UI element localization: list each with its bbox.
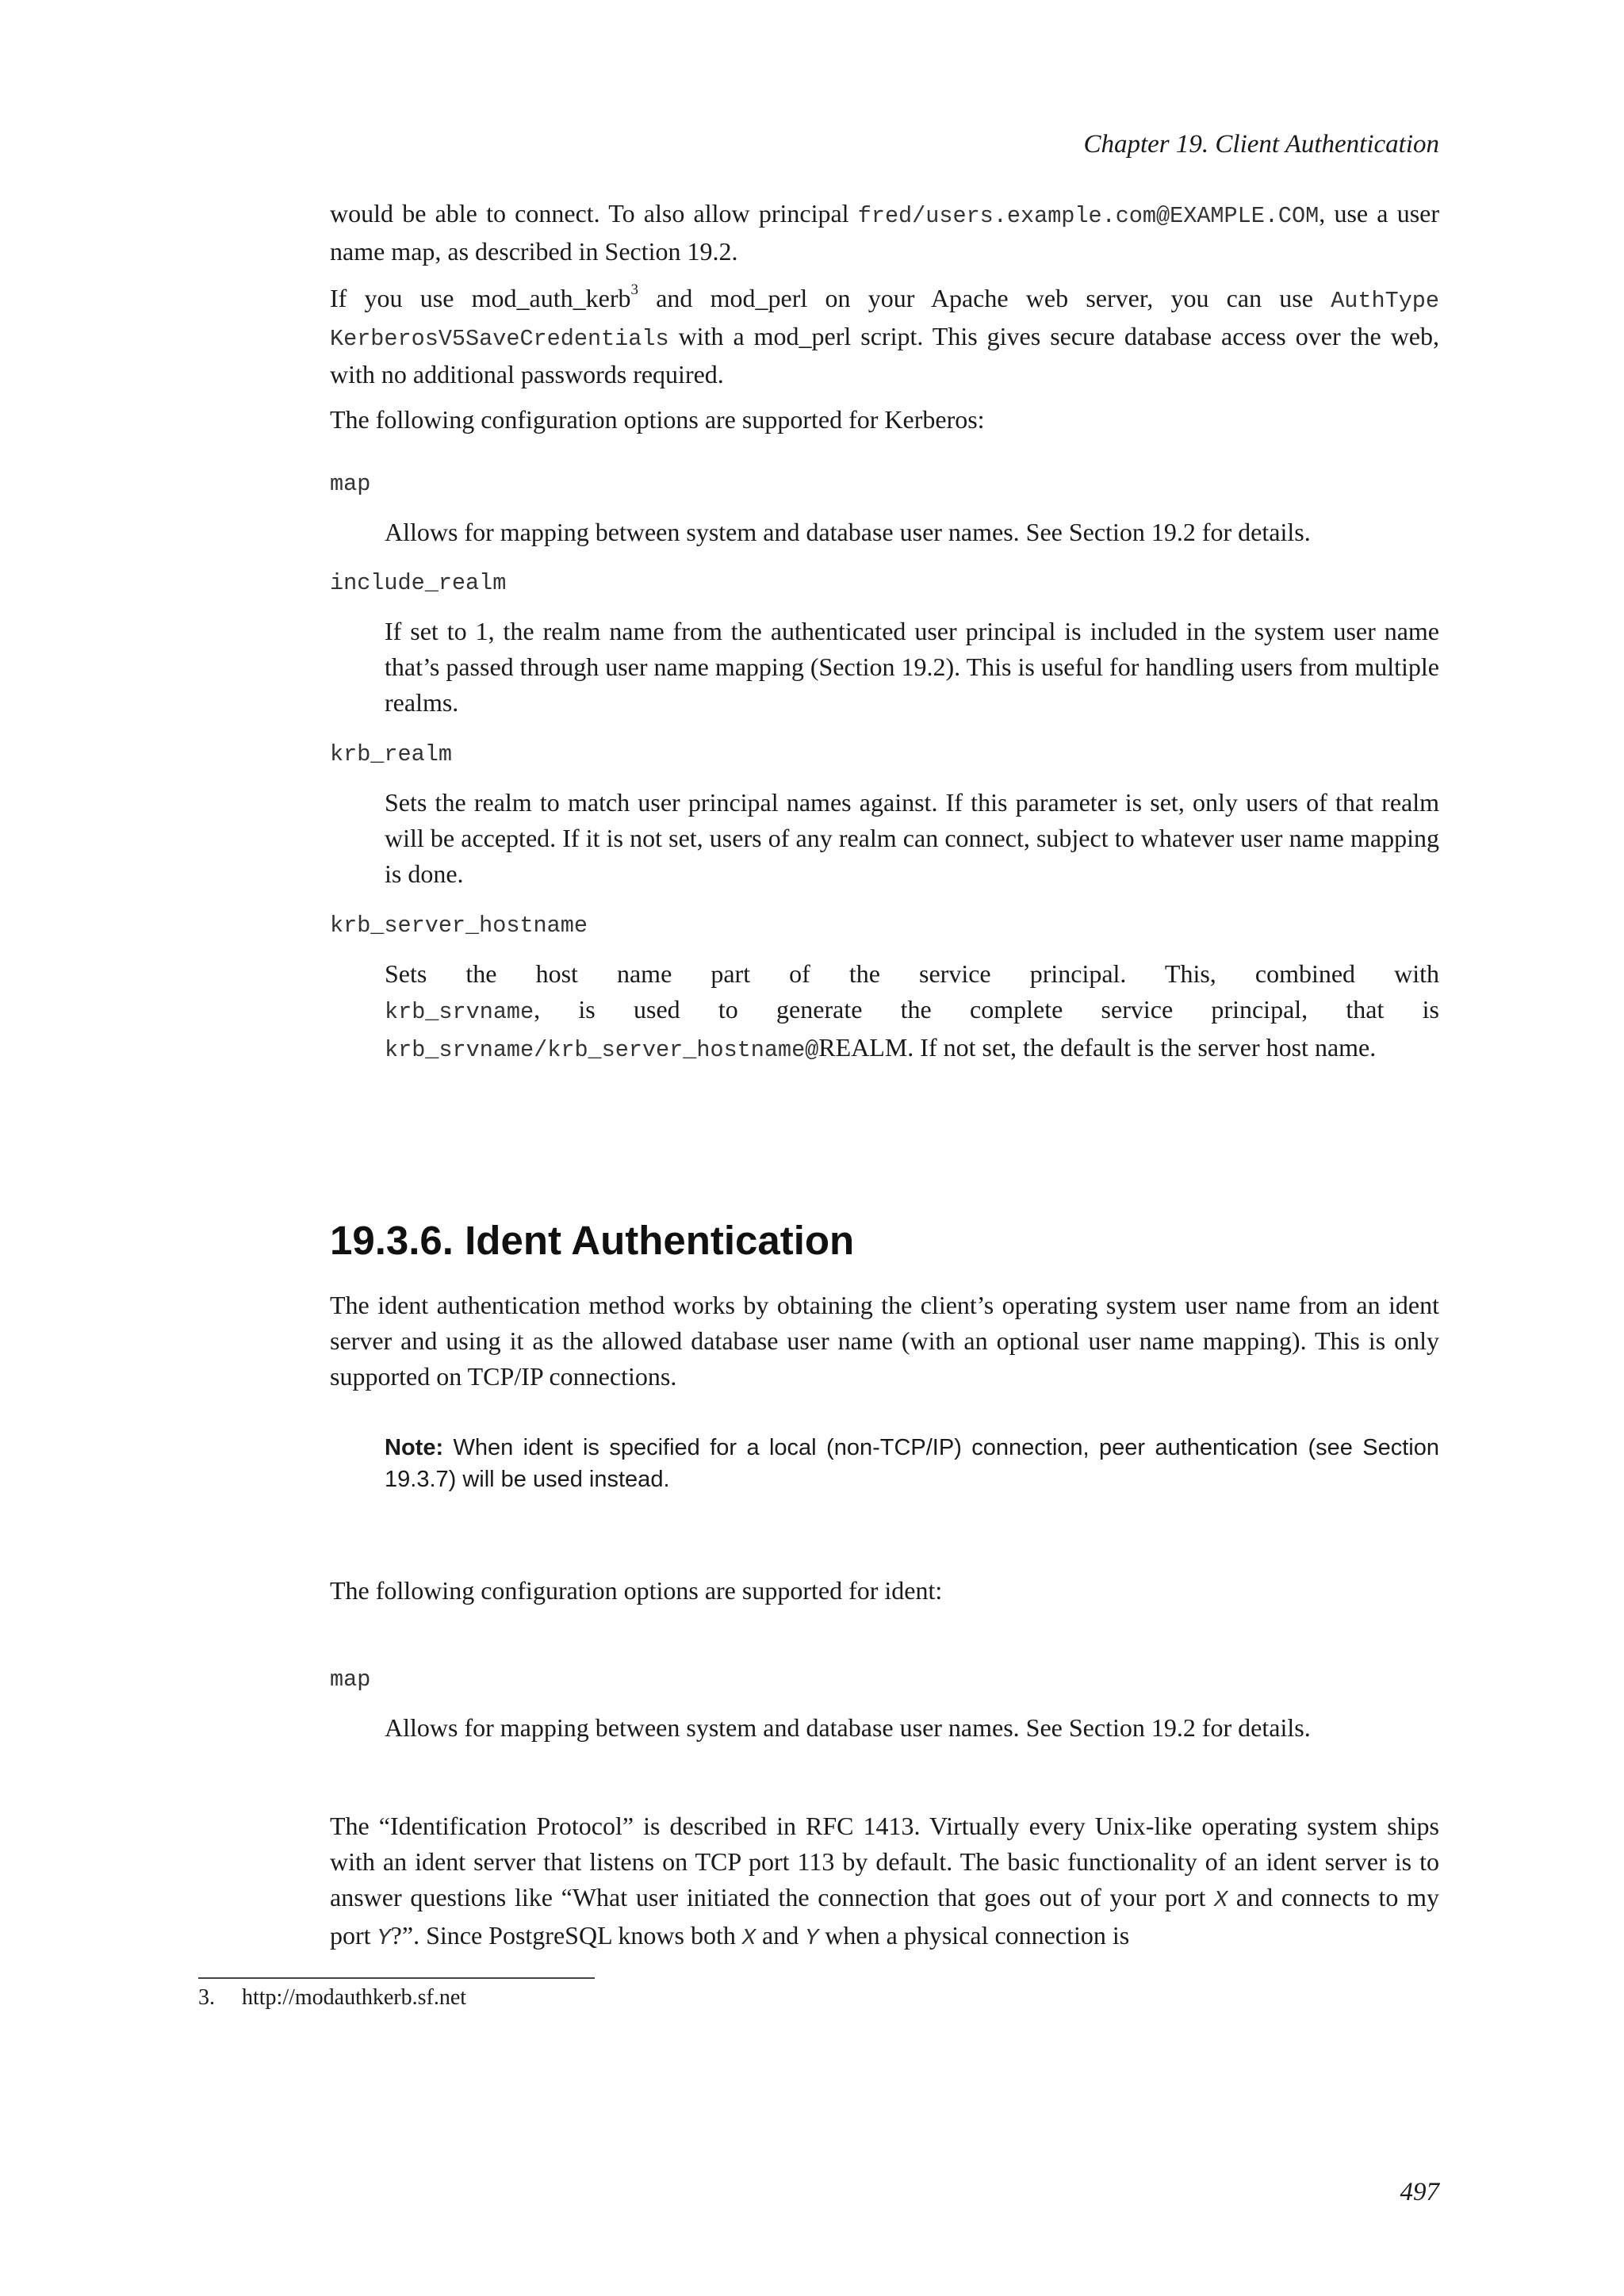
ident-paragraph-2: The following configuration options are supported for ident:: [330, 1576, 943, 1605]
inline-code-service-principal: krb_srvname/krb_server_hostname@: [385, 1037, 819, 1063]
text-run: with a mod_perl script. This gives secure database access over the web, with no additional passwords required.: [330, 322, 1439, 388]
var-x: X: [1214, 1887, 1228, 1913]
text-run: , use a user name map, as described in Section 19.2.: [330, 199, 1440, 266]
ident-paragraph-3: [330, 1808, 1439, 1956]
text-run: when a physical connection is: [818, 1921, 1130, 1950]
option-term-krb-server-hostname: krb_server_hostname: [330, 913, 588, 939]
text-run: The “Identification Protocol” is described in RFC 1413. Virtually every Unix-like operating system ships with an ident server that listens on TCP port 113 by default. The basic functionality of an ident server is to answer questions like “What user initiated the connection that goes out of your port: [330, 1812, 1439, 1911]
def-line: [385, 1030, 1439, 1068]
text-run: , is used to generate the complete service principal, that is: [534, 995, 1439, 1024]
option-def-krb-realm: Sets the realm to match user principal names against. If this parameter is set, only users of that realm will be accepted. If it is not set, users of any realm can connect, subject to whatever user name mapping is done.: [385, 788, 1439, 888]
intro-paragraph-2: [330, 281, 1439, 392]
intro-paragraph-1: [330, 196, 1439, 270]
text-run: and connects to my port: [330, 1883, 1440, 1950]
footnote: [198, 1982, 466, 2014]
option-term-krb-realm: krb_realm: [330, 741, 452, 767]
ident-paragraph-1: The ident authentication method works by obtaining the client’s operating system user name from an ident server and using it as the allowed database user name (with an optional user name mapping). This is only supported on TCP/IP connections.: [330, 1291, 1439, 1391]
running-header: Chapter 19. Client Authentication: [1083, 130, 1439, 159]
text-run: ?”. Since PostgreSQL knows both: [390, 1921, 742, 1950]
var-y: Y: [805, 1925, 819, 1951]
inline-code-principal: fred/users.example.com@EXAMPLE.COM: [857, 203, 1320, 229]
option-def-map: Allows for mapping between system and database user names. See Section 19.2 for details.: [385, 518, 1311, 546]
note-label: Note:: [385, 1435, 444, 1460]
text-run: and: [755, 1921, 806, 1950]
note-text: When ident is specified for a local (non-TCP/IP) connection, peer authentication (see Section 19.3.7) will be used instead.: [385, 1435, 1439, 1492]
option-term-include-realm: include_realm: [330, 570, 507, 596]
def-line: [385, 992, 1439, 1030]
var-x: X: [741, 1925, 756, 1951]
footnote-divider: [198, 1977, 595, 1979]
footnote-ref[interactable]: 3: [630, 281, 638, 299]
text-run: If you use mod_auth_kerb: [330, 284, 631, 312]
ident-option-def-map: Allows for mapping between system and database user names. See Section 19.2 for details.: [385, 1713, 1311, 1742]
text-run: and mod_perl on your Apache web server, you can use: [638, 284, 1331, 312]
option-term-map: map: [330, 471, 371, 497]
text-run: REALM. If not set, the default is the server host name.: [818, 1033, 1377, 1062]
def-line: Sets the host name part of the service principal. This, combined with: [385, 959, 1439, 988]
footnote-link[interactable]: http://modauthkerb.sf.net: [242, 1985, 467, 2010]
option-def-include-realm: If set to 1, the realm name from the authenticated user principal is included in the system user name that’s passed through user name mapping (Section 19.2). This is useful for handling users from multiple realms.: [385, 617, 1439, 717]
footnote-number: 3.: [198, 1985, 215, 2010]
page-number: 497: [1400, 2178, 1439, 2206]
inline-code-krb-srvname: krb_srvname: [385, 999, 534, 1025]
ident-option-term-map: map: [330, 1667, 371, 1693]
section-title: 19.3.6. Ident Authentication: [330, 1218, 855, 1263]
text-run: would be able to connect. To also allow principal: [330, 199, 858, 228]
intro-paragraph-3: The following configuration options are supported for Kerberos:: [330, 405, 985, 434]
var-y: Y: [377, 1925, 391, 1951]
inline-code-authtype: AuthType KerberosV5SaveCredentials: [330, 288, 1440, 352]
note-box: [385, 1432, 1439, 1495]
option-def-krb-server-hostname: [385, 956, 1439, 1068]
